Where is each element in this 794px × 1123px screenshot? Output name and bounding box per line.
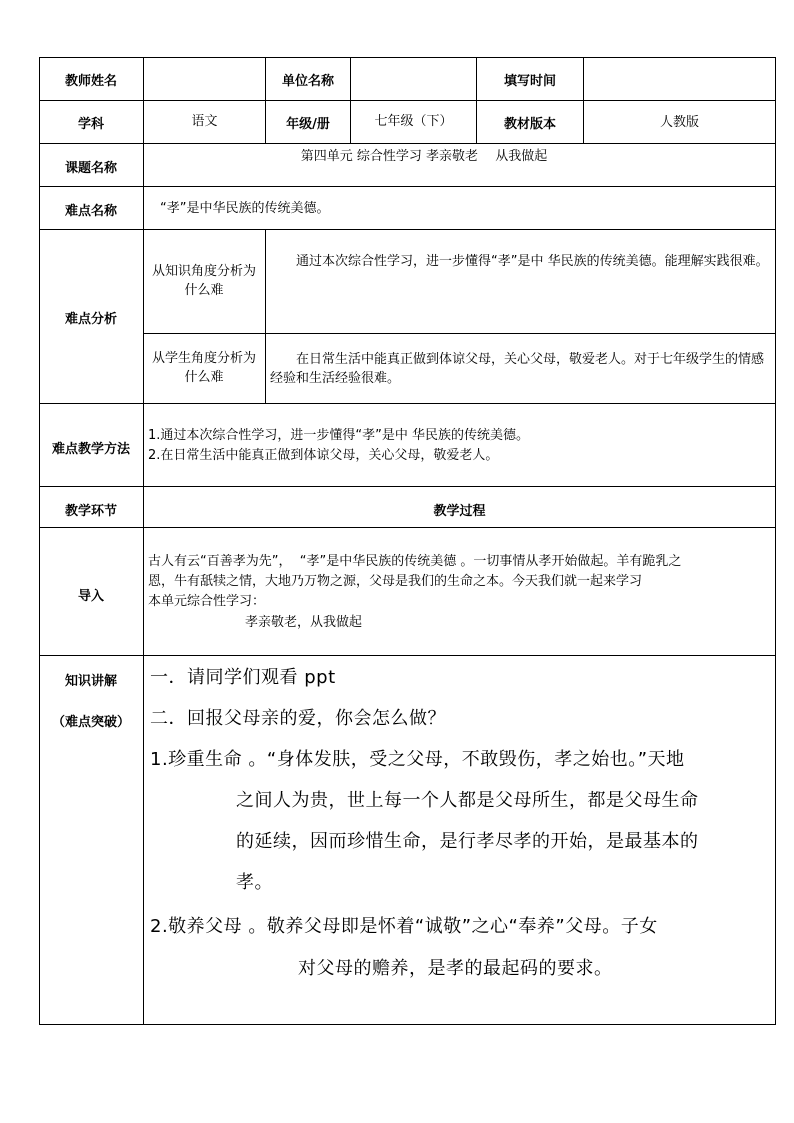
knowledge-angle-label: 从知识角度分析为什么难: [151, 264, 256, 298]
knowledge-sublabel: （难点突破）: [51, 715, 130, 730]
knowledge-line-2: 二．回报父母亲的爱，你会怎么做？: [150, 708, 446, 729]
column-divider: [350, 57, 351, 143]
intro-label: 导入: [77, 589, 104, 604]
method-line-2: 2.在日常生活中能真正做到体谅父母，关心父母，敬爱老人。: [148, 448, 499, 463]
intro-line-1: 古人有云“百善孝为先”， “孝”是中华民族的传统美德 。一切事情从孝开始做起。羊有跪乳之: [148, 554, 682, 569]
knowledge-item-1-line-1: 1.珍重生命 。“身体发肤，受之父母，不敢毁伤，孝之始也。”天地: [150, 749, 685, 770]
student-angle-text: 在日常生活中能真正做到体谅父母，关心父母，敬爱老人。对于七年级学生的情感经验和生活经验很难。: [270, 352, 765, 386]
subject-value: 语文: [191, 114, 218, 129]
column-divider: [265, 229, 266, 403]
textbook-label: 教材版本: [503, 117, 556, 132]
column-divider: [583, 57, 584, 143]
difficulty-value: “孝”是中华民族的传统美德。: [160, 201, 330, 216]
intro-line-2: 恩，牛有舐犊之情，大地乃万物之源，父母是我们的生命之本。今天我们就一起来学习: [148, 574, 643, 589]
knowledge-angle-text: 通过本次综合性学习，进一步懂得“孝”是中 华民族的传统美德。能理解实践很难。: [296, 254, 769, 269]
row-divider: [39, 229, 775, 230]
intro-line-3: 本单元综合性学习：: [148, 594, 266, 609]
table-border-bottom: [39, 1024, 775, 1025]
row-divider: [39, 186, 775, 187]
knowledge-item-1-line-3: 的延续，因而珍惜生命，是行孝尽孝的开始，是最基本的: [236, 831, 699, 852]
row-divider: [143, 333, 775, 334]
table-border-top: [39, 57, 775, 58]
knowledge-item-2-line-2: 对父母的赡养，是孝的最起码的要求。: [298, 958, 613, 979]
knowledge-item-1-line-2: 之间人为贵，世上每一个人都是父母所生，都是父母生命: [236, 790, 699, 811]
process-header: 教学过程: [433, 504, 486, 519]
textbook-value: 人教版: [659, 115, 699, 130]
row-divider: [39, 403, 775, 404]
row-divider: [39, 527, 775, 528]
topic-label: 课题名称: [64, 161, 117, 176]
knowledge-line-1: 一．请同学们观看 ppt: [150, 667, 336, 688]
fill-time-label: 填写时间: [503, 74, 556, 89]
topic-value: 第四单元 综合性学习 孝亲敬老 从我做起: [300, 149, 548, 164]
unit-name-label: 单位名称: [281, 74, 334, 89]
row-divider: [39, 143, 775, 144]
difficulty-label: 难点名称: [64, 204, 117, 219]
grade-value: 七年级（下）: [374, 114, 453, 129]
knowledge-label: 知识讲解: [64, 674, 117, 689]
column-divider: [143, 57, 144, 1025]
student-angle-label: 从学生角度分析为什么难: [151, 351, 256, 385]
row-divider: [39, 100, 775, 101]
row-divider: [39, 655, 775, 656]
knowledge-item-1-line-4: 孝。: [236, 872, 273, 893]
subject-label: 学科: [77, 117, 104, 132]
row-divider: [39, 486, 775, 487]
stage-header: 教学环节: [64, 504, 117, 519]
analysis-label: 难点分析: [64, 312, 117, 327]
grade-label: 年级/册: [286, 117, 330, 132]
intro-line-4: 孝亲敬老，从我做起: [245, 615, 363, 630]
method-label: 难点教学方法: [51, 442, 130, 457]
knowledge-item-2-line-1: 2.敬养父母 。敬养父母即是怀着“诚敬”之心“奉养”父母。子女: [150, 916, 658, 937]
table-border-right: [775, 57, 776, 1025]
method-line-1: 1.通过本次综合性学习，进一步懂得“孝”是中 华民族的传统美德。: [148, 428, 530, 443]
teacher-name-label: 教师姓名: [64, 74, 117, 89]
